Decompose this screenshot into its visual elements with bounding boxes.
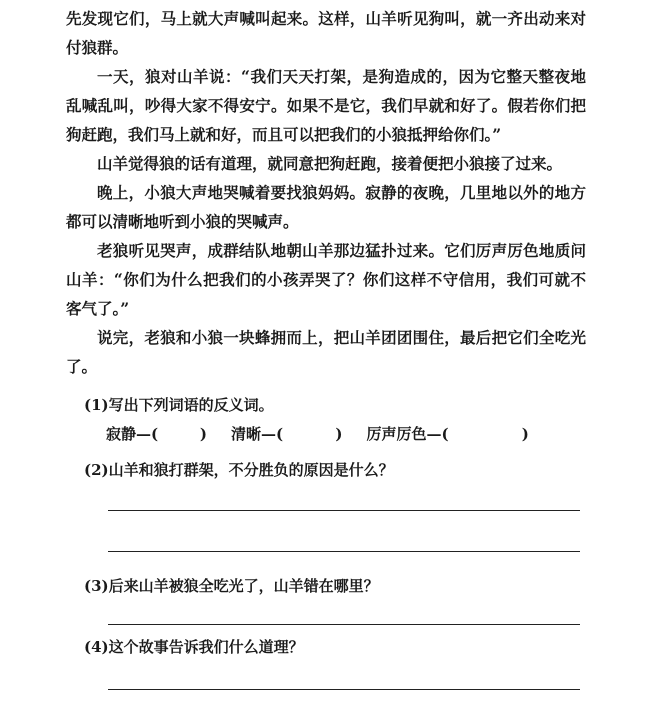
- antonym-close-paren: ): [199, 425, 207, 443]
- antonym-word: 厉声厉色—(: [366, 425, 449, 443]
- antonym-close-paren: ): [521, 425, 529, 443]
- antonym-item: [231, 422, 342, 446]
- story-paragraph: 老狼听见哭声，成群结队地朝山羊那边猛扑过来。它们厉声厉色地质问山羊：“你们为什么把我们的小孩弄哭了？你们这样不守信用，我们可就不客气了。”: [66, 241, 586, 318]
- antonym-item: [106, 422, 207, 446]
- answer-line[interactable]: [108, 689, 580, 690]
- question-1-prompt: (1)写出下列词语的反义词。: [84, 396, 274, 414]
- story-paragraph: 一天，狼对山羊说：“我们天天打架，是狗造成的，因为它整天整夜地乱喊乱叫，吵得大家不得安宁。如果不是它，我们早就和好了。假若你们把狗赶跑，我们马上就和好，而且可以把我们的小狼抵押给你们。”: [66, 67, 586, 144]
- story-text: [66, 4, 586, 381]
- story-paragraph: 说完，老狼和小狼一块蜂拥而上，把山羊团团围住，最后把它们全吃光了。: [66, 328, 586, 376]
- story-paragraph: 山羊觉得狼的话有道理，就同意把狗赶跑，接着便把小狼接了过来。: [97, 154, 563, 173]
- question-2-prompt: (2)山羊和狼打群架，不分胜负的原因是什么？: [84, 461, 394, 479]
- story-paragraph: 晚上，小狼大声地哭喊着要找狼妈妈。寂静的夜晚，几里地以外的地方都可以清晰地听到小狼的哭喊声。: [66, 183, 586, 231]
- story-paragraph: 先发现它们，马上就大声喊叫起来。这样，山羊听见狗叫，就一齐出动来对付狼群。: [66, 9, 586, 57]
- antonym-close-paren: ): [335, 425, 343, 443]
- questions-section: [84, 393, 584, 690]
- antonym-answer-blank[interactable]: [283, 422, 335, 446]
- antonym-answer-blank[interactable]: [449, 422, 522, 446]
- antonym-word: 寂静—(: [106, 425, 159, 443]
- answer-line[interactable]: [108, 510, 580, 511]
- antonym-row: [106, 422, 584, 446]
- question-4-prompt: (4)这个故事告诉我们什么道理？: [84, 638, 304, 656]
- answer-line[interactable]: [108, 624, 580, 625]
- antonym-answer-blank[interactable]: [158, 422, 200, 446]
- antonym-word: 清晰—(: [231, 425, 284, 443]
- antonym-item: [366, 422, 528, 446]
- question-3-prompt: (3)后来山羊被狼全吃光了，山羊错在哪里？: [84, 577, 379, 595]
- answer-line[interactable]: [108, 551, 580, 552]
